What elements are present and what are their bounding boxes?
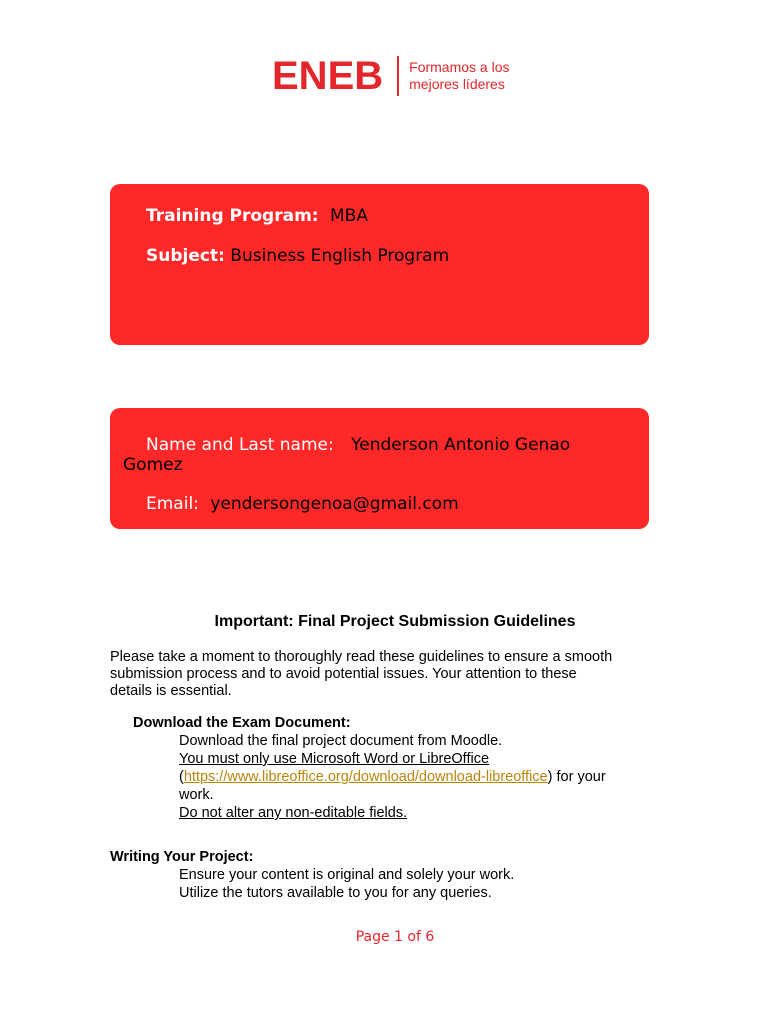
link-open-paren: ( — [179, 769, 184, 785]
guidelines-title: Important: Final Project Submission Guidelines — [214, 613, 576, 630]
download-item-2: You must only use Microsoft Word or LibreOffice — [179, 751, 490, 767]
intro-line1: Please take a moment to thoroughly read these guidelines to ensure a smooth — [110, 649, 613, 665]
name-value-line2: Gomez — [123, 455, 183, 475]
logo-divider — [397, 56, 399, 96]
name-value-line1: Yenderson Antonio Genao — [351, 435, 571, 455]
intro-line2: submission process and to avoid potential issues. Your attention to these — [110, 666, 577, 682]
training-program-row — [146, 206, 368, 226]
training-program-label: Training Program: — [146, 206, 319, 226]
email-label: Email: — [146, 494, 199, 514]
guidelines-intro — [110, 649, 655, 700]
page-number: Page 1 of 6 — [355, 929, 435, 945]
logo-tagline-line2: mejores líderes — [409, 76, 505, 92]
subject-value: Business English Program — [230, 246, 450, 266]
email-row — [146, 494, 459, 514]
download-item-1: Download the final project document from Moodle. — [179, 733, 503, 749]
writing-item-2: Utilize the tutors available to you for any queries. — [179, 885, 492, 901]
student-card — [110, 408, 649, 529]
download-item-4: Do not alter any non-editable fields. — [179, 805, 408, 821]
logo-tagline-line1: Formamos a los — [409, 59, 510, 75]
name-row — [146, 435, 570, 455]
download-item-3 — [179, 768, 606, 786]
writing-heading: Writing Your Project: — [110, 849, 254, 865]
intro-line3: details is essential. — [110, 683, 232, 699]
eneb-logo — [272, 56, 510, 96]
link-close-text: ) for your — [547, 769, 606, 785]
logo-tagline — [409, 59, 509, 93]
download-heading: Download the Exam Document: — [133, 715, 351, 731]
program-card — [110, 184, 649, 345]
email-value: yendersongenoa@gmail.com — [210, 494, 459, 514]
download-item-3-cont: work. — [179, 787, 214, 803]
subject-row — [146, 246, 449, 266]
subject-label: Subject: — [146, 246, 225, 266]
libreoffice-link[interactable]: https://www.libreoffice.org/download/download-libreoffice — [183, 769, 548, 785]
writing-item-1: Ensure your content is original and solely your work. — [179, 867, 515, 883]
name-label: Name and Last name: — [146, 435, 334, 455]
training-program-value: MBA — [330, 206, 368, 226]
logo-mark: ENEB — [272, 54, 384, 98]
